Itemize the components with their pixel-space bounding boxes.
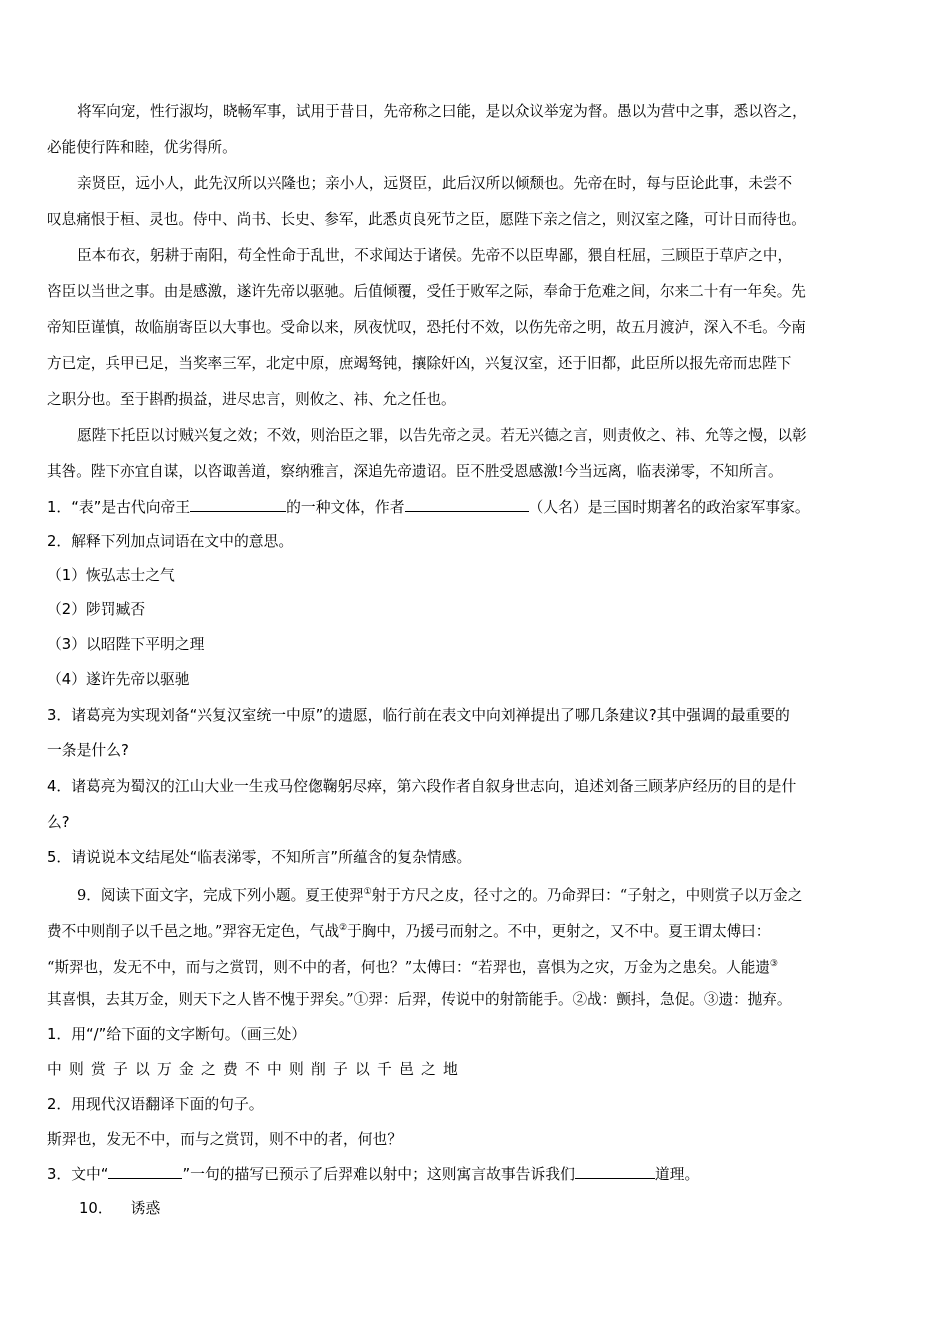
- translation-sentence: 斯羿也，发无不中，而与之赏罚，则不中的者，何也？: [47, 1131, 403, 1148]
- passage-line: 亲贤臣，远小人，此先汉所以兴隆也；亲小人，远贤臣，此后汉所以倾颓也。先帝在时，每与臣论此事，未尝不: [77, 175, 793, 192]
- section-9-line: “斯羿也，发无不中，而与之赏罚，则不中的者，何也？”太傅曰：“若羿也，喜惧为之灾，万金为之患矣。人能遗③: [47, 958, 778, 976]
- section-9-line: 其喜惧，去其万金，则天下之人皆不愧于羿矣。”①羿：后羿，传说中的射箭能手。②战：颤抖，急促。③遗：抛弃。: [47, 991, 792, 1008]
- section-9-question-2: 2．用现代汉语翻译下面的句子。: [47, 1096, 264, 1113]
- section-9-question-3: 3．文中“ ”一句的描写已预示了后羿难以射中；这则寓言故事告诉我们 道理。: [47, 1166, 700, 1183]
- section-9-question-1: 1．用“/”给下面的文字断句。（画三处）: [47, 1026, 307, 1043]
- answer-blank[interactable]: [575, 1164, 655, 1179]
- section-9-line: 9．阅读下面文字，完成下列小题。夏王使羿①射于方尺之皮，径寸之的。乃命羿曰：“子射之，中则赏子以万金之: [77, 886, 803, 904]
- section-9-line: 费不中则削子以千邑之地。”羿容无定色，气战②于胸中，乃援弓而射之。不中，更射之，又不中。夏王谓太傅曰：: [47, 922, 771, 940]
- footnote-marker: ③: [769, 959, 778, 969]
- segmentation-text: 中则赏子以万金之费不中则削子以千邑之地: [47, 1061, 465, 1078]
- answer-blank[interactable]: [108, 1164, 182, 1179]
- question-2-item: （4）遂许先帝以驱驰: [47, 671, 190, 688]
- question-2-item: （3）以昭陛下平明之理: [47, 636, 205, 653]
- passage-line: 叹息痛恨于桓、灵也。侍中、尚书、长史、参军，此悉贞良死节之臣，愿陛下亲之信之，则汉室之隆，可计日而待也。: [47, 211, 806, 228]
- passage-line: 必能使行阵和睦，优劣得所。: [47, 139, 237, 156]
- question-2-item: （1）恢弘志士之气: [47, 567, 175, 584]
- question-5: 5．请说说本文结尾处“临表涕零，不知所言”所蕴含的复杂情感。: [47, 849, 472, 866]
- passage-line: 之职分也。至于斟酌损益，进尽忠言，则攸之、祎、允之任也。: [47, 391, 456, 408]
- passage-line: 愿陛下托臣以讨贼兴复之效；不效，则治臣之罪，以告先帝之灵。若无兴德之言，则责攸之、祎、允等之慢，以彰: [77, 427, 807, 444]
- passage-line: 帝知臣谨慎，故临崩寄臣以大事也。受命以来，夙夜忧叹，恐托付不效，以伤先帝之明，故五月渡泸，深入不毛。今南: [47, 319, 806, 336]
- passage-line: 咨臣以当世之事。由是感激，遂许先帝以驱驰。后值倾覆，受任于败军之际，奉命于危难之间，尔来二十有一年矣。先: [47, 283, 806, 300]
- passage-line: 其咎。陛下亦宜自谋，以咨诹善道，察纳雅言，深追先帝遗诏。臣不胜受恩感激!今当远离，临表涕零，不知所言。: [47, 463, 783, 480]
- footnote-marker: ②: [339, 923, 348, 933]
- question-3-continued: 一条是什么?: [47, 742, 129, 759]
- question-3: 3．诸葛亮为实现刘备“兴复汉室统一中原”的遗愿，临行前在表文中向刘禅提出了哪几条建议?其中强调的最重要的: [47, 707, 790, 724]
- footnote-marker: ①: [363, 887, 372, 897]
- answer-blank[interactable]: [190, 497, 286, 512]
- section-10-heading: 10． 诱惑: [79, 1200, 161, 1217]
- question-2: 2．解释下列加点词语在文中的意思。: [47, 533, 294, 550]
- question-1: 1．“表”是古代向帝王 的一种文体，作者 （人名）是三国时期著名的政治家军事家。: [47, 499, 810, 516]
- answer-blank[interactable]: [405, 497, 529, 512]
- question-4-continued: 么?: [47, 814, 70, 831]
- passage-line: 臣本布衣，躬耕于南阳，苟全性命于乱世，不求闻达于诸侯。先帝不以臣卑鄙，猥自枉屈，三顾臣于草庐之中，: [77, 247, 793, 264]
- passage-line: 将军向宠，性行淑均，晓畅军事，试用于昔日，先帝称之曰能，是以众议举宠为督。愚以为营中之事，悉以咨之，: [77, 103, 807, 120]
- question-2-item: （2）陟罚臧否: [47, 601, 146, 618]
- passage-line: 方已定，兵甲已足，当奖率三军，北定中原，庶竭驽钝，攘除奸凶，兴复汉室，还于旧都，此臣所以报先帝而忠陛下: [47, 355, 792, 372]
- question-4: 4．诸葛亮为蜀汉的江山大业一生戎马倥偬鞠躬尽瘁，第六段作者自叙身世志向，追述刘备三顾茅庐经历的目的是什: [47, 778, 797, 795]
